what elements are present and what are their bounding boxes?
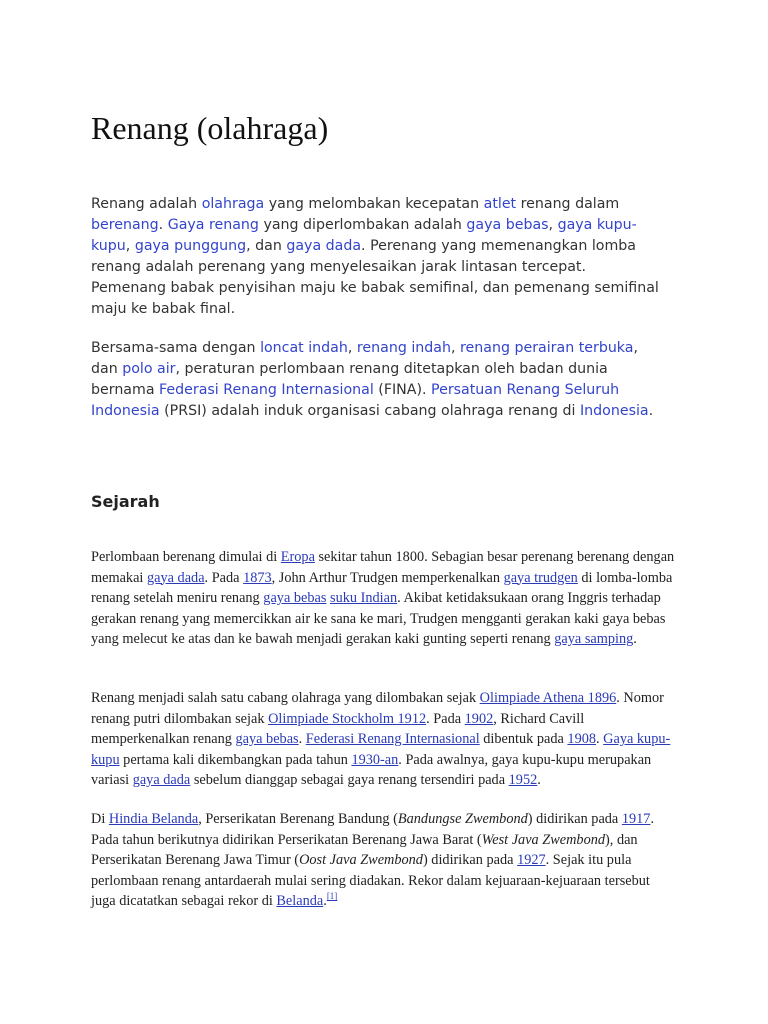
- text-segment: . Perenang yang memenangkan lomba renang adalah perenang yang menyelesaikan jarak lintasan tercepat. Pemenang babak penyisihan maju ke babak semifinal, dan pemenang semifinal maju ke babak final.: [91, 238, 659, 317]
- text-segment: . Pada tahun berikutnya didirikan Perserikatan Berenang Jawa Barat (: [91, 811, 655, 848]
- text-segment: . Pada awalnya, gaya kupu-kupu merupakan variasi: [91, 751, 652, 788]
- wiki-link[interactable]: 1917: [621, 811, 651, 827]
- text-segment: .: [537, 772, 541, 788]
- wiki-link[interactable]: Hindia Belanda: [108, 811, 199, 827]
- text-segment: . Sejak itu pula perlombaan renang antardaerah mulai sering diadakan. Rekor dalam kejuaraan-kejuaraan tersebut juga dicatatkan sebagai rekor di: [91, 852, 650, 909]
- text-segment: ) didirikan pada: [527, 811, 622, 827]
- text-segment: ), dan Perserikatan Berenang Jawa Timur (: [91, 831, 638, 868]
- wiki-link[interactable]: gaya bebas: [235, 731, 299, 747]
- wiki-link[interactable]: Belanda: [276, 893, 324, 909]
- wiki-link[interactable]: Federasi Renang Internasional: [305, 731, 480, 747]
- text-segment: .: [648, 403, 654, 419]
- wiki-link[interactable]: gaya dada: [286, 238, 362, 254]
- text-segment: .: [298, 731, 306, 747]
- text-segment: .: [633, 631, 637, 647]
- text-segment: . Pada: [204, 569, 244, 586]
- text-segment: . Nomor renang putri dilombakan sejak: [91, 690, 664, 727]
- wiki-link[interactable]: Olimpiade Athena 1896: [479, 690, 617, 706]
- text-segment: di lomba-lomba renang setelah meniru renang: [91, 569, 673, 606]
- italic-text: Bandungse Zwembond: [397, 811, 528, 827]
- text-segment: yang melombakan kecepatan: [264, 196, 484, 212]
- text-segment: sekitar tahun 1800. Sebagian besar perenang berenang dengan memakai: [91, 549, 675, 586]
- wiki-link[interactable]: renang perairan terbuka: [460, 340, 634, 356]
- text-segment: (PRSI) adalah induk organisasi cabang olahraga renang di: [159, 403, 580, 419]
- wiki-link[interactable]: 1952: [508, 772, 538, 788]
- italic-text: Oost Java Zwembond: [299, 852, 423, 868]
- text-segment: , Perserikatan Berenang Bandung (: [198, 811, 398, 827]
- intro-paragraph: [91, 194, 663, 320]
- wiki-link[interactable]: loncat indah: [260, 340, 348, 356]
- text-segment: yang diperlombakan adalah: [258, 217, 467, 233]
- text-segment: Renang menjadi salah satu cabang olahraga yang dilombakan sejak: [91, 690, 480, 706]
- text-segment: , peraturan perlombaan renang ditetapkan oleh badan dunia bernama: [91, 361, 608, 398]
- text-segment: , John Arthur Trudgen memperkenalkan: [271, 569, 504, 586]
- wiki-link[interactable]: gaya bebas: [466, 217, 549, 233]
- text-segment: .: [596, 731, 604, 747]
- wiki-link[interactable]: 1902: [464, 710, 494, 727]
- wiki-link[interactable]: suku Indian: [330, 590, 398, 606]
- wiki-link[interactable]: gaya kupu-kupu: [91, 217, 637, 254]
- wiki-link[interactable]: gaya trudgen: [503, 569, 578, 586]
- history-paragraph: [91, 809, 676, 912]
- intro-paragraph: [91, 338, 663, 422]
- text-segment: ,: [450, 340, 461, 356]
- wiki-link[interactable]: berenang: [91, 217, 159, 233]
- text-segment: ,: [125, 238, 135, 254]
- text-segment: Perlombaan berenang dimulai di: [91, 549, 281, 565]
- wiki-link[interactable]: olahraga: [201, 196, 265, 212]
- wiki-link[interactable]: atlet: [483, 196, 517, 212]
- wiki-link[interactable]: Gaya renang: [167, 217, 259, 233]
- text-segment: , dan: [91, 340, 638, 377]
- wiki-link[interactable]: renang indah: [356, 340, 451, 356]
- text-segment: Bersama-sama dengan: [91, 340, 261, 356]
- wiki-link[interactable]: gaya dada: [146, 569, 205, 586]
- wiki-link[interactable]: Eropa: [280, 549, 315, 565]
- text-segment: sebelum dianggap sebagai gaya renang tersendiri pada: [190, 772, 509, 788]
- text-segment: pertama kali dikembangkan pada tahun: [119, 751, 352, 768]
- text-segment: . Pada: [426, 710, 465, 727]
- text-segment: .: [323, 893, 327, 909]
- text-segment: (FINA).: [373, 382, 432, 398]
- text-segment: ) didirikan pada: [422, 852, 518, 868]
- wiki-link[interactable]: 1930-an: [351, 751, 399, 768]
- history-paragraph: [91, 688, 676, 791]
- text-segment: Di: [91, 811, 109, 827]
- text-segment: . Akibat ketidaksukaan orang Inggris terhadap gerakan renang yang memercikkan air ke sana ke mari, Trudgen mengganti gerakan kaki gaya bebas yang melecut ke atas dan ke bawah menjadi gerakan kaki gunting seperti renang: [91, 590, 666, 647]
- section-heading-sejarah: Sejarah: [91, 492, 160, 511]
- wiki-link[interactable]: gaya bebas: [263, 590, 327, 606]
- wiki-link[interactable]: polo air: [122, 361, 176, 377]
- text-segment: .: [158, 217, 168, 233]
- text-segment: dibentuk pada: [479, 731, 568, 747]
- wiki-link[interactable]: Indonesia: [579, 403, 649, 419]
- italic-text: West Java Zwembond: [481, 831, 606, 848]
- reference-link[interactable]: [1]: [326, 891, 338, 902]
- history-paragraph: [91, 547, 676, 650]
- wiki-link[interactable]: Gaya kupu-kupu: [91, 731, 671, 768]
- page-title: Renang (olahraga): [91, 110, 329, 146]
- text-segment: Renang adalah: [91, 196, 202, 212]
- wiki-link[interactable]: Olimpiade Stockholm 1912: [268, 710, 427, 727]
- wiki-link[interactable]: gaya punggung: [134, 238, 247, 254]
- text-segment: ,: [548, 217, 558, 233]
- wiki-link[interactable]: gaya samping: [554, 631, 634, 647]
- wiki-link[interactable]: 1873: [243, 569, 272, 586]
- text-segment: , Richard Cavill memperkenalkan renang: [91, 710, 585, 747]
- text-segment: , dan: [246, 238, 287, 254]
- wiki-link[interactable]: 1927: [517, 852, 546, 868]
- wiki-link[interactable]: Persatuan Renang Seluruh Indonesia: [91, 382, 620, 419]
- wiki-link[interactable]: Federasi Renang Internasional: [159, 382, 374, 398]
- wiki-link[interactable]: gaya dada: [132, 772, 191, 788]
- text-segment: renang dalam: [516, 196, 620, 212]
- text-segment: ,: [347, 340, 357, 356]
- wiki-link[interactable]: 1908: [567, 731, 597, 747]
